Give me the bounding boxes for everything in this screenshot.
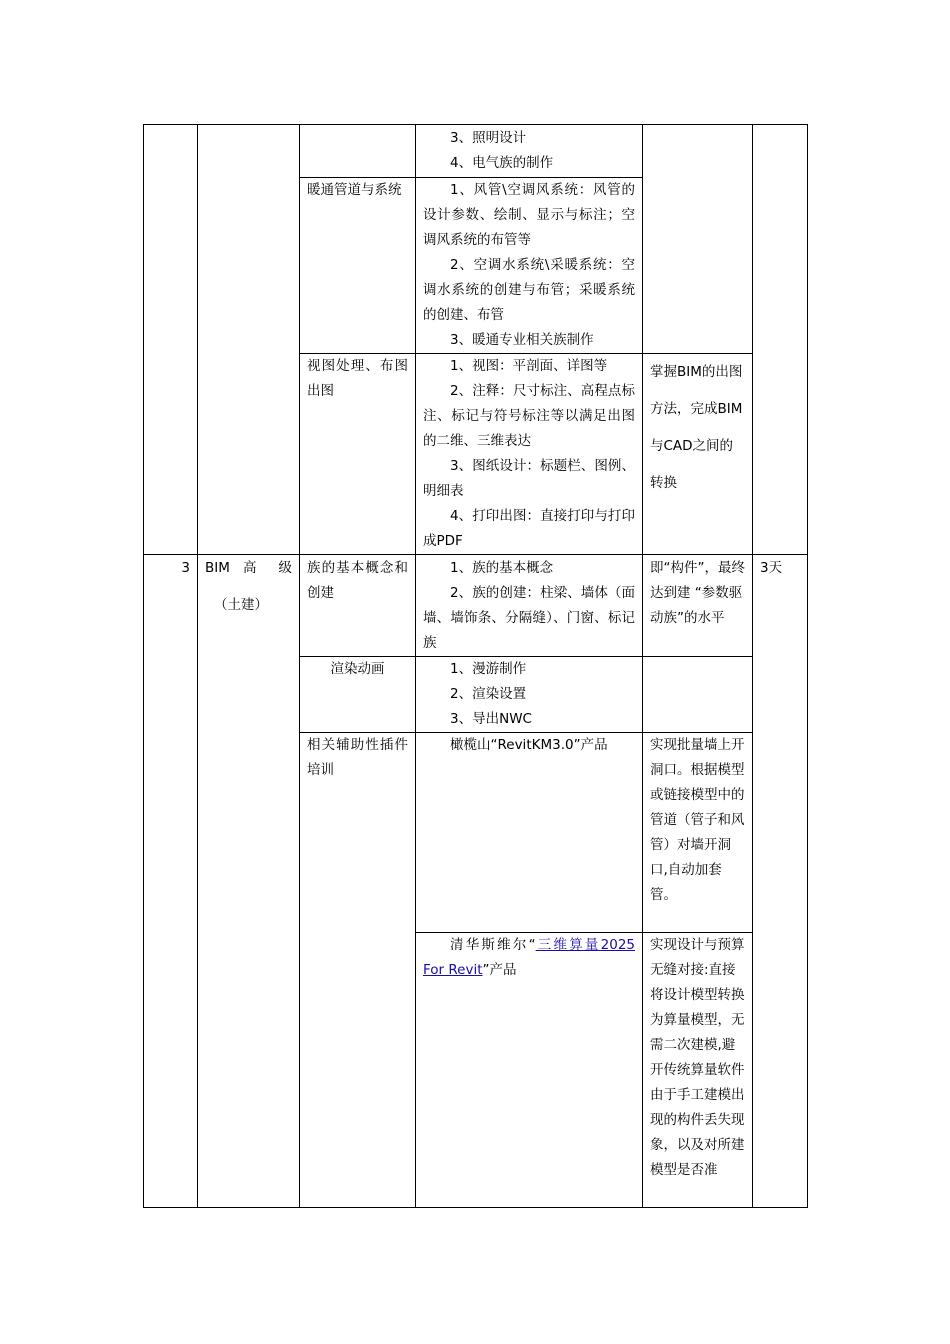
content-line: 2、渲染设置 [450, 686, 527, 702]
content-line: 2、注释：尺寸标注、高程点标注、标记与符号标注等以满足出图的二维、三维表达 [423, 383, 635, 449]
topic-cell [300, 657, 416, 733]
content-line [423, 933, 635, 983]
course-table [143, 124, 808, 1208]
content-prefix: 清华斯维尔“ [450, 937, 536, 953]
content-line: 1、漫游制作 [450, 661, 527, 677]
goal-cell: 掌握BIM的出图方法，完成BIM与CAD之间的转换 [643, 354, 753, 555]
content-cell [416, 555, 643, 657]
product-link[interactable]: 三维算量2025 For Revit [423, 937, 636, 978]
table-row [144, 555, 808, 657]
topic-cell: 族的基本概念和创建 [300, 555, 416, 657]
topic-label: 渲染动画 [330, 661, 385, 677]
content-line: 1、风管\空调风系统：风管的设计参数、绘制、显示与标注；空调风系统的布管等 [423, 182, 635, 248]
content-cell [416, 354, 643, 555]
content-cell [416, 733, 643, 933]
goal-cell: 实现设计与预算无缝对接:直接将设计模型转换为算量模型，无需二次建模,避开传统算量软件由于手工建模出现的构件丢失现象，以及对所建模型是否准 [643, 933, 753, 1208]
content-line: 4、电气族的制作 [450, 155, 554, 171]
content-line: 3、图纸设计：标题栏、图例、明细表 [423, 458, 635, 499]
days-cell [753, 125, 808, 555]
content-suffix: ”产品 [482, 962, 517, 978]
level-cell [198, 125, 300, 555]
content-line: 3、暖通专业相关族制作 [450, 332, 594, 348]
content-line: 1、族的基本概念 [450, 560, 554, 576]
days-cell: 3天 [753, 555, 808, 1208]
goal-cell [643, 657, 753, 733]
num-cell: 3 [144, 555, 198, 1208]
content-line: 3、照明设计 [450, 130, 527, 146]
content-line: 3、导出NWC [450, 711, 532, 727]
level-label: BIM 高 级 [205, 560, 292, 576]
goal-cell: 实现批量墙上开洞口。根据模型或链接模型中的管道（管子和风管）对墙开洞口,自动加套管。 [643, 733, 753, 933]
num-cell [144, 125, 198, 555]
content-line: 2、空调水系统\采暖系统：空调水系统的创建与布管；采暖系统的创建、布管 [423, 257, 635, 323]
topic-cell: 暖通管道与系统 [300, 178, 416, 354]
content-cell [416, 125, 643, 178]
level-cell [198, 555, 300, 1208]
goal-cell [643, 125, 753, 354]
topic-cell: 相关辅助性插件培训 [300, 733, 416, 1208]
topic-cell [300, 125, 416, 178]
topic-cell: 视图处理、布图出图 [300, 354, 416, 555]
content-line: 橄榄山“RevitKM3.0”产品 [450, 737, 608, 753]
content-line: 4、打印出图：直接打印与打印成PDF [423, 508, 635, 549]
goal-cell: 即“构件”，最终达到建 “参数驱动族”的水平 [643, 555, 753, 657]
content-line: 2、族的创建：柱梁、墙体（面墙、墙饰条、分隔缝）、门窗、标记族 [423, 585, 635, 651]
content-cell [416, 933, 643, 1208]
content-cell [416, 657, 643, 733]
content-line: 1、视图：平剖面、详图等 [450, 358, 608, 374]
level-sub-label: （土建） [214, 597, 268, 613]
table-row [144, 125, 808, 178]
content-cell [416, 178, 643, 354]
